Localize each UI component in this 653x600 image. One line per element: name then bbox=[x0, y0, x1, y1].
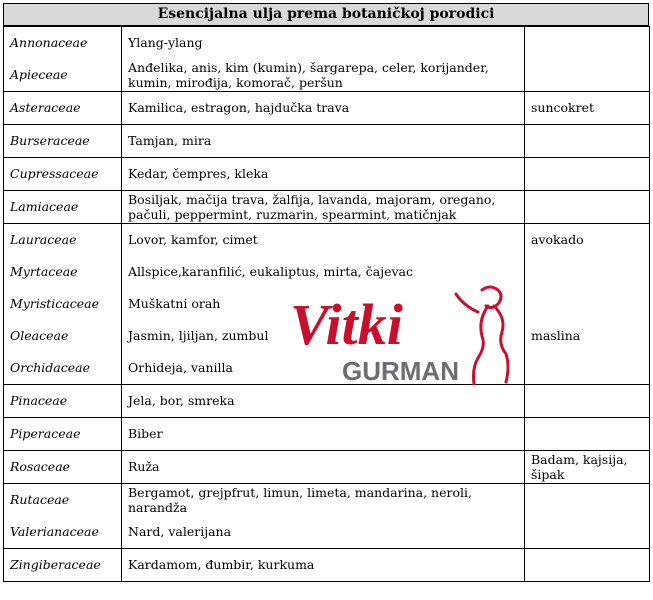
oils-cell bbox=[122, 27, 525, 92]
table-row bbox=[4, 484, 650, 549]
table-row bbox=[4, 385, 650, 418]
table-row bbox=[4, 125, 650, 158]
family-name: Rutaceae bbox=[10, 492, 70, 507]
oils-list: Anđelika, anis, kim (kumin), šargarepa, celer, korijander, kumin, mirođija, komorač, peršun bbox=[128, 60, 489, 90]
carrier-oil: maslina bbox=[531, 328, 581, 343]
family-name: Piperaceae bbox=[10, 426, 81, 441]
oils-list: Bergamot, grejpfrut, limun, limeta, mandarina, neroli, narandža bbox=[128, 485, 472, 515]
logo-word-vitki: Vitki bbox=[290, 292, 403, 357]
oils-list: Ylang-ylang bbox=[128, 35, 203, 50]
family-name: Lamiaceae bbox=[10, 199, 79, 214]
table-row bbox=[4, 451, 650, 484]
carrier-cell bbox=[525, 27, 650, 92]
family-name: Myristicaceae bbox=[10, 296, 99, 311]
table-row bbox=[4, 158, 650, 191]
family-name: Pinaceae bbox=[10, 393, 68, 408]
table-row bbox=[4, 191, 650, 224]
oils-list: Ruža bbox=[128, 459, 160, 474]
oils-list: Nard, valerijana bbox=[128, 524, 232, 539]
family-name: Apieceae bbox=[10, 67, 68, 82]
family-name: Zingiberaceae bbox=[10, 557, 101, 572]
table-row bbox=[4, 418, 650, 451]
table-title: Esencijalna ulja prema botaničkoj porodici bbox=[3, 3, 649, 26]
oils-list: Allspice,karanfilić, eukaliptus, mirta, čajevac bbox=[128, 264, 413, 279]
oils-list: Kamilica, estragon, hajdučka trava bbox=[128, 100, 350, 115]
oils-list: Bosiljak, mačija trava, žalfija, lavanda, majoram, oregano, pačuli, peppermint, ruzmarin, spearmint, matičnjak bbox=[128, 192, 496, 222]
essential-oils-document bbox=[3, 3, 649, 582]
family-name: Myrtaceae bbox=[10, 264, 78, 279]
oils-list: Lovor, kamfor, cimet bbox=[128, 232, 258, 247]
oils-list: Biber bbox=[128, 426, 163, 441]
family-name: Lauraceae bbox=[10, 232, 77, 247]
table-row bbox=[4, 92, 650, 125]
logo-word-gurman: GURMAN bbox=[342, 356, 459, 386]
family-name: Rosaceae bbox=[10, 459, 71, 474]
family-name: Orchidaceae bbox=[10, 360, 90, 375]
carrier-oil: Badam, kajsija, šipak bbox=[531, 452, 628, 482]
family-name: Asteraceae bbox=[10, 100, 81, 115]
family-name: Oleaceae bbox=[10, 328, 69, 343]
family-name: Valerianaceae bbox=[10, 524, 99, 539]
table-row bbox=[4, 549, 650, 582]
carrier-oil: suncokret bbox=[531, 100, 595, 115]
family-name: Annonaceae bbox=[10, 35, 88, 50]
oils-list: Kardamom, đumbir, kurkuma bbox=[128, 557, 315, 572]
family-cell bbox=[4, 27, 122, 92]
oils-list: Orhideja, vanilla bbox=[128, 360, 233, 375]
table-row bbox=[4, 27, 650, 92]
carrier-oil: avokado bbox=[531, 232, 584, 247]
oils-list: Kedar, čempres, kleka bbox=[128, 166, 269, 181]
families-table bbox=[3, 26, 650, 582]
family-name: Cupressaceae bbox=[10, 166, 99, 181]
table-row bbox=[4, 224, 650, 385]
oils-list: Jasmin, ljiljan, zumbul bbox=[128, 328, 269, 343]
oils-list: Tamjan, mira bbox=[128, 133, 212, 148]
oils-list: Muškatni orah bbox=[128, 296, 221, 311]
oils-list: Jela, bor, smreka bbox=[128, 393, 235, 408]
family-name: Burseraceae bbox=[10, 133, 90, 148]
